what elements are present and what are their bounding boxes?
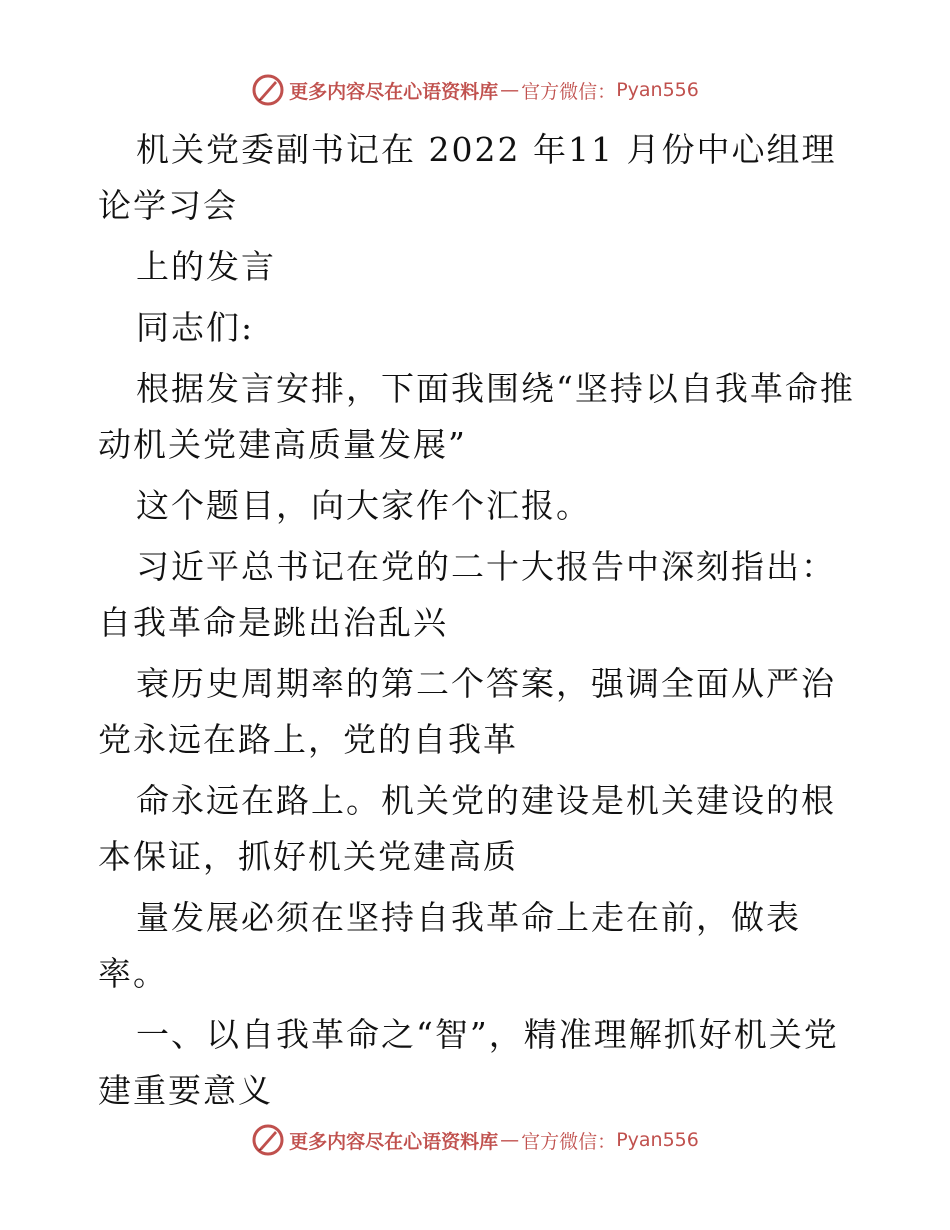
paragraph: 衰历史周期率的第二个答案，强调全面从严治党永远在路上，党的自我革 [98,664,836,759]
quill-logo-icon [251,1123,285,1157]
document-title-line-2: 上的发言 [136,247,276,286]
banner-brand-text: 更多内容尽在心语资料库 [289,80,499,103]
document-body [98,122,858,1124]
footer-watermark-banner [0,1120,950,1160]
salutation: 同志们: [136,308,255,347]
banner-separator: — [500,1129,520,1151]
paragraph: 习近平总书记在党的二十大报告中深刻指出：自我革命是跳出治乱兴 [98,547,836,642]
header-watermark-banner [0,70,950,110]
document-title-line: 机关党委副书记在 2022 年11 月份中心组理论学习会 [98,130,837,225]
paragraph: 量发展必须在坚持自我革命上走在前，做表率。 [98,898,801,993]
quill-logo-icon [251,73,285,107]
banner-wechat-label: 官方微信： [521,1130,617,1153]
banner-wechat-id: Pyan556 [616,1129,699,1151]
banner-brand-text: 更多内容尽在心语资料库 [289,1130,499,1153]
paragraph: 根据发言安排，下面我围绕“坚持以自我革命推动机关党建高质量发展” [98,369,855,464]
banner-wechat-label: 官方微信： [521,80,617,103]
banner-wechat-id: Pyan556 [616,79,699,101]
section-heading: 一、以自我革命之“智”，精准理解抓好机关党建重要意义 [98,1015,839,1110]
banner-separator: — [500,79,520,101]
paragraph: 这个题目，向大家作个汇报。 [136,486,591,525]
paragraph: 命永远在路上。机关党的建设是机关建设的根本保证，抓好机关党建高质 [98,781,836,876]
